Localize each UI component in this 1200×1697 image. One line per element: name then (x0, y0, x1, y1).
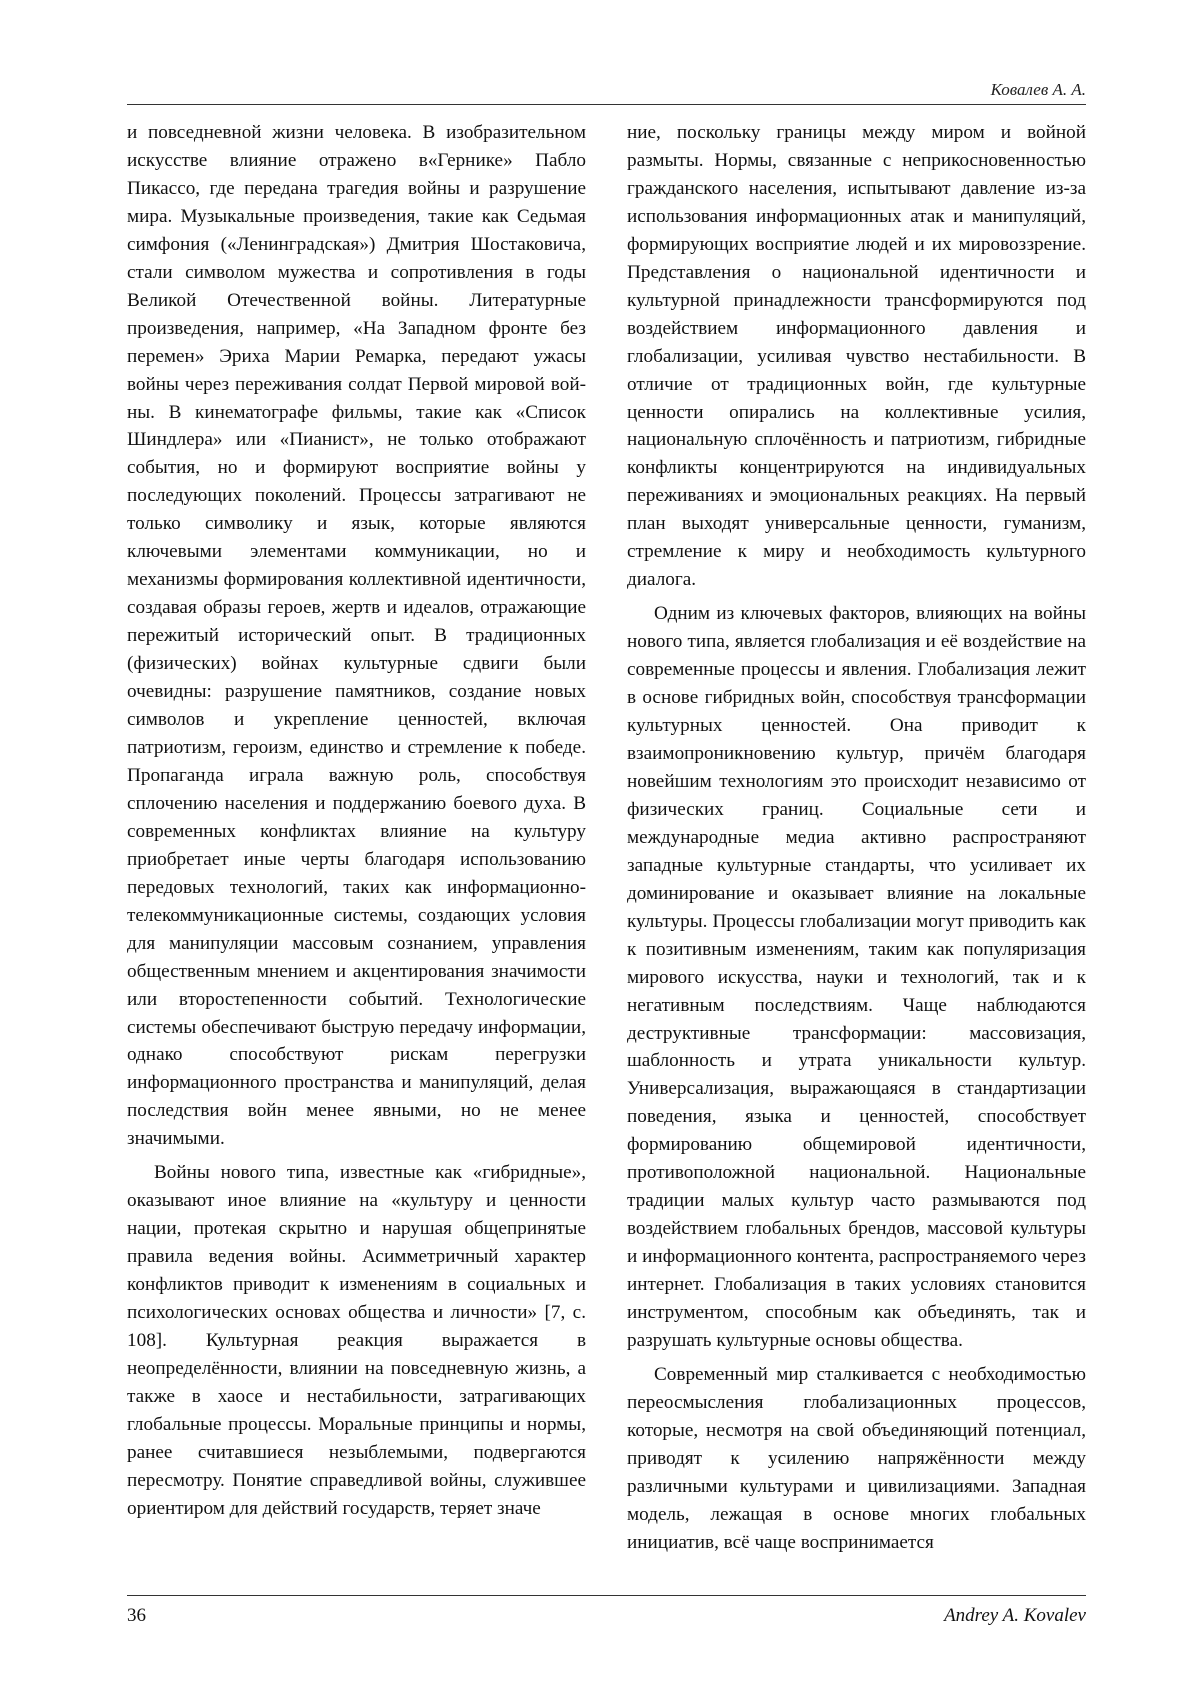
paragraph: Одним из ключевых факторов, влияющих на войны нового типа, является глобализация и её воздействие на современные процессы и явления. Глобализация лежит в основе гибридных войн, способствуя трансформации культурных ценностей. Она приводит к взаимопроникновению культур, причём благодаря новейшим технологиям это происходит независимо от физических границ. Социальные сети и международные медиа активно распространяют западные культурные стандарты, что усиливает их доминирование и оказывает влияние на локальные культуры. Процессы глобализации могут приводить как к позитивным изменениям, таким как популяризация мирового искусства, науки и технологий, так и к негативным последствиям. Чаще наблюдаются деструктивные трансформации: массовизация, шаблонность и утрата уникальности культур. Универсализация, выражающаяся в стандартизации поведения, языка и ценностей, способствует формированию общемировой идентичности, противоположной национальной. Национальные традиции малых культур часто размываются под воздействием глобальных брендов, массовой культуры и информационного контента, распространяемого через интернет. Глобализация в таких условиях становится инструментом, способным как объединять, так и разрушать культурные основы общества. (627, 603, 1086, 1351)
footer-author: Andrey A. Kovalev (944, 1605, 1086, 1626)
paragraph: ние, поскольку границы между миром и войной размыты. Нормы, связанные с неприкосновенностью гражданского населения, испытывают давление из-за использования информационных атак и манипуляций, формирующих восприятие людей и их мировоззрение. Представления о национальной идентичности и культурной принадлежности трансформируются под воздействием информационного давления и глобализации, усиливая чувство нестабильности. В отличие от традиционных войн, где культурные ценности опирались на коллективные усилия, национальную сплочённость и патриотизм, гибридные конфликты концентрируются на индивидуальных переживаниях и эмоциональных реакциях. На первый план выходят универсальные ценности, гуманизм, стремление к миру и необходимость культурного диалога. (627, 122, 1086, 591)
running-footer (127, 1595, 1086, 1626)
paragraph: и повседневной жизни человека. В изобразительном искусстве влияние отражено в«Гернике» Пабло Пикассо, где передана трагедия войны и разрушение мира. Музыкальные произведения, такие как Седьмая симфония («Ленинградская») Дмитрия Шостаковича, стали символом мужества и сопротивления в годы Великой Отечественной войны. Литературные произведения, например, «На Западном фронте без перемен» Эриха Марии Ремарка, передают ужасы войны через переживания солдат Первой мировой войны. В кинематографе фильмы, такие как «Список Шиндлера» или «Пианист», не только отображают события, но и формируют восприятие войны у последующих поколений. Процессы затрагивают не только символику и язык, которые являются ключевыми элементами коммуникации, но и механизмы формирования коллективной идентичности, создавая образы героев, жертв и идеалов, отражающие пережитый исторический опыт. В традиционных (физических) войнах культурные сдвиги были очевидны: разрушение памятников, создание новых символов и укрепление ценностей, включая патриотизм, героизм, единство и стремление к победе. Пропаганда играла важную роль, способствуя сплочению населения и поддержанию боевого духа. В современных конфликтах влияние на культуру приобретает иные черты благодаря использованию передовых технологий, таких как информационно-телекоммуникационные системы, создающих условия для манипуляции массовым сознанием, управления общественным мнением и акцентирования значимости или второстепенности событий. Технологические системы обеспечивают быструю передачу информации, однако способствуют рискам перегрузки информационного пространства и манипуляций, делая последствия войн менее явными, но не менее значимыми. (127, 122, 586, 1150)
header-author: Ковалев А. А. (990, 80, 1086, 99)
running-header (127, 78, 1086, 105)
left-column (127, 119, 586, 1523)
right-column (627, 119, 1086, 1557)
paragraph: Войны нового типа, известные как «гибридные», оказывают иное влияние на «культуру и ценности нации, протекая скрытно и нарушая общепринятые правила ведения войны. Асимметричный характер конфликтов приводит к изменениям в социальных и психологических основах общества и личности» [7, с. 108]. Культурная реакция выражается в неопределённости, влиянии на повседневную жизнь, а также в хаосе и нестабильности, затрагивающих глобальные процессы. Моральные принципы и нормы, ранее считавшиеся незыблемыми, подвергаются пересмотру. Понятие справедливой войны, служившее ориентиром для действий государств, теряет значе (127, 1162, 586, 1519)
paragraph: Современный мир сталкивается с необходимостью переосмысления глобализационных процессов, которые, несмотря на свой объединяющий потенциал, приводят к усилению напряжённости между различными культурами и цивилизациями. Западная модель, лежащая в основе многих глобальных инициатив, всё чаще воспринимается (627, 1363, 1086, 1553)
page-number: 36 (127, 1605, 146, 1626)
